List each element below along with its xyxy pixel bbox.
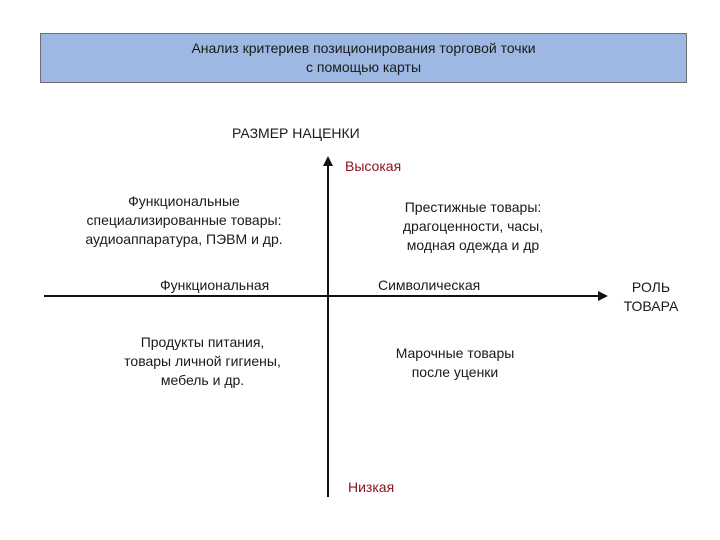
quadrant-top-left-line-1: Функциональные [128, 193, 240, 209]
quadrant-top-left [60, 192, 308, 249]
title-line-1: Анализ критериев позиционирования торговой точки [191, 40, 536, 56]
quadrant-top-right-line-2: драгоценности, часы, [402, 218, 544, 234]
vertical-axis-high: Высокая [345, 158, 402, 174]
quadrant-bottom-right-line-2: после уценки [411, 364, 499, 380]
quadrant-bottom-right-line-1: Марочные товары [395, 345, 515, 361]
quadrant-top-right [378, 198, 568, 255]
horizontal-axis-label [620, 278, 682, 316]
quadrant-bottom-left-line-2: товары личной гигиены, [124, 353, 281, 369]
horizontal-axis-label-line-2: ТОВАРА [623, 298, 679, 314]
quadrant-top-left-line-2: специализированные товары: [86, 212, 282, 228]
vertical-axis-low: Низкая [348, 479, 395, 495]
horizontal-axis-left: Функциональная [160, 277, 270, 293]
quadrant-top-left-line-3: аудиоаппаратура, ПЭВМ и др. [85, 231, 283, 247]
horizontal-axis-right: Символическая [378, 277, 481, 293]
title-line-2: с помощью карты [305, 59, 422, 75]
quadrant-top-right-line-1: Престижные товары: [404, 199, 542, 215]
vertical-axis-label: РАЗМЕР НАЦЕНКИ [232, 125, 360, 141]
quadrant-bottom-right [370, 344, 540, 382]
horizontal-axis-label-line-1: РОЛЬ [631, 279, 671, 295]
quadrant-bottom-left-line-3: мебель и др. [160, 372, 245, 388]
quadrant-top-right-line-3: модная одежда и др [406, 237, 540, 253]
quadrant-bottom-left [100, 333, 305, 390]
quadrant-bottom-left-line-1: Продукты питания, [140, 334, 265, 350]
